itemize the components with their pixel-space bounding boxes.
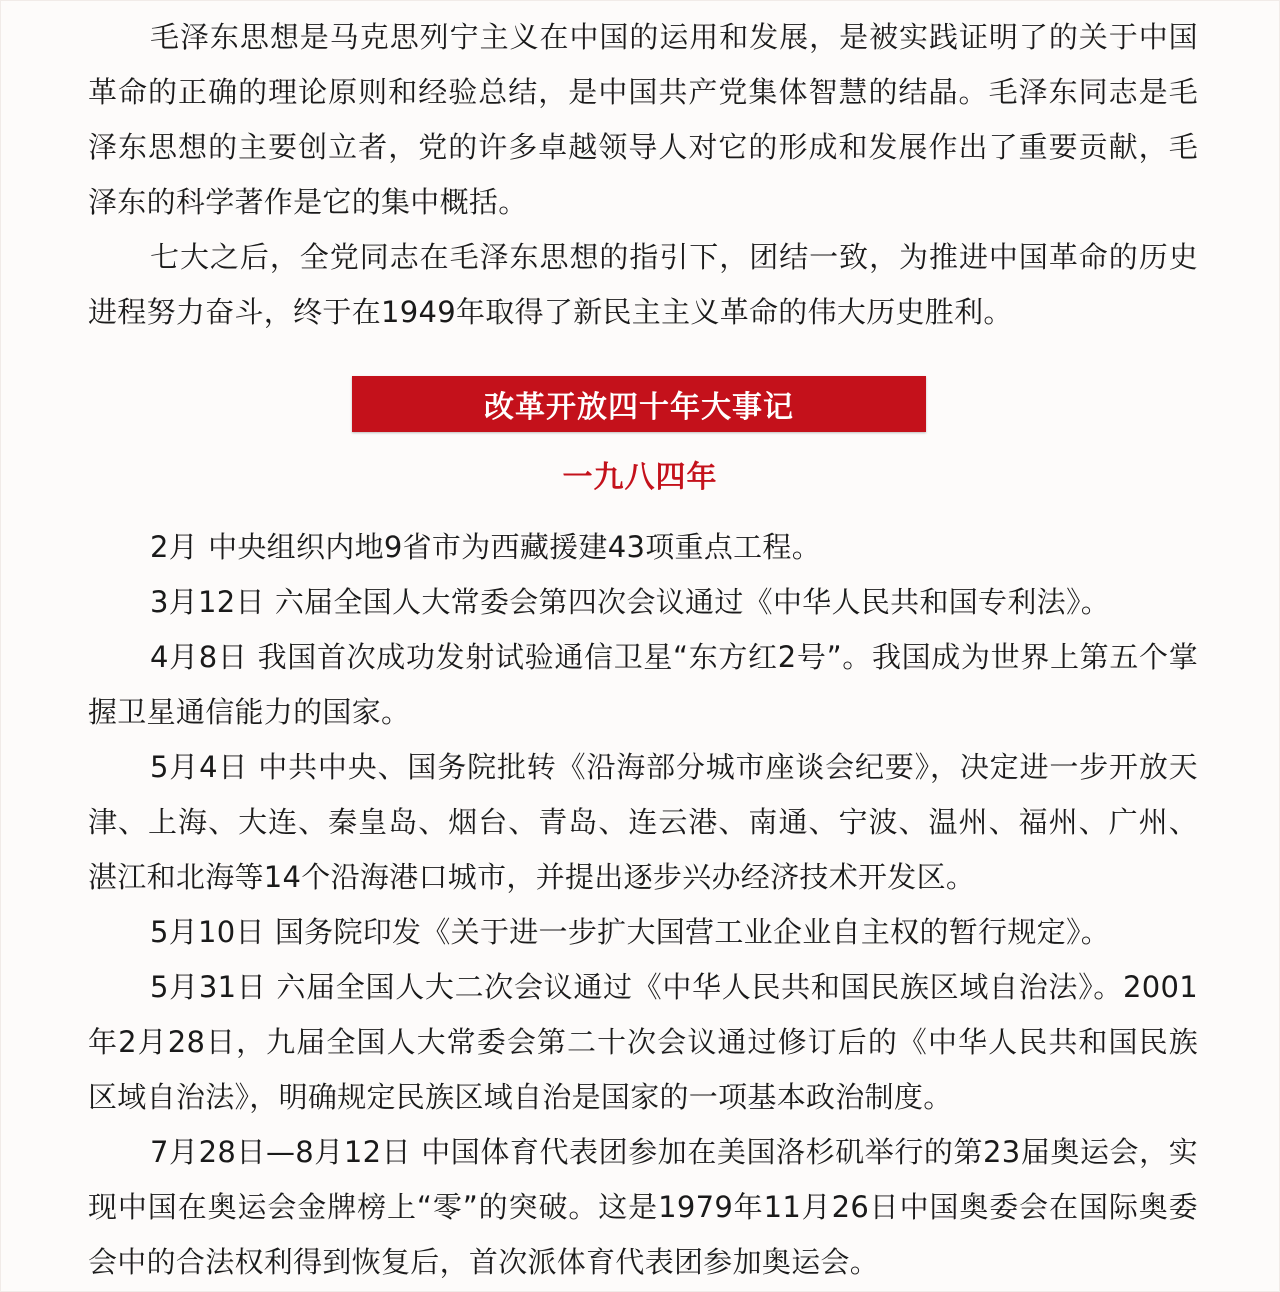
event-item <box>88 740 1198 905</box>
event-text: 中央组织内地9省市为西藏援建43项重点工程。 <box>208 530 822 564</box>
event-text: 我国首次成功发射试验通信卫星“东方红2号”。我国成为世界上第五个掌握卫星通信能力的国家。 <box>88 640 1198 729</box>
event-date: 4月8日 <box>150 640 248 674</box>
event-item <box>88 905 1198 960</box>
intro-paragraph-1: 毛泽东思想是马克思列宁主义在中国的运用和发展，是被实践证明了的关于中国革命的正确的理论原则和经验总结，是中国共产党集体智慧的结晶。毛泽东同志是毛泽东思想的主要创立者，党的许多卓越领导人对它的形成和发展作出了重要贡献，毛泽东的科学著作是它的集中概括。 <box>88 20 1198 219</box>
banner-title: 改革开放四十年大事记 <box>484 390 794 425</box>
event-text: 中国体育代表团参加在美国洛杉矶举行的第23届奥运会，实现中国在奥运会金牌榜上“零”的突破。这是1979年11月26日中国奥委会在国际奥委会中的合法权利得到恢复后，首次派体育代表团参加奥运会。 <box>88 1135 1198 1279</box>
event-date: 3月12日 <box>150 585 265 619</box>
event-text: 中共中央、国务院批转《沿海部分城市座谈会纪要》，决定进一步开放天津、上海、大连、秦皇岛、烟台、青岛、连云港、南通、宁波、温州、福州、广州、湛江和北海等14个沿海港口城市，并提出逐步兴办经济技术开发区。 <box>88 750 1198 894</box>
event-item <box>88 630 1198 740</box>
event-item <box>88 575 1198 630</box>
events-list <box>88 520 1198 1290</box>
event-item <box>88 960 1198 1125</box>
event-text: 国务院印发《关于进一步扩大国营工业企业自主权的暂行规定》。 <box>274 915 1111 949</box>
event-text: 六届全国人大二次会议通过《中华人民共和国民族区域自治法》。2001年2月28日，九届全国人大常委会第二十次会议通过修订后的《中华人民共和国民族区域自治法》，明确规定民族区域自治是国家的一项基本政治制度。 <box>88 970 1198 1114</box>
intro-section <box>88 10 1198 340</box>
event-text: 六届全国人大常委会第四次会议通过《中华人民共和国专利法》。 <box>274 585 1111 619</box>
event-date: 5月10日 <box>150 915 265 949</box>
intro-paragraph-2: 七大之后，全党同志在毛泽东思想的指引下，团结一致，为推进中国革命的历史进程努力奋斗，终于在1949年取得了新民主主义革命的伟大历史胜利。 <box>88 240 1198 329</box>
event-date: 5月4日 <box>150 750 249 784</box>
event-item <box>88 1125 1198 1290</box>
section-banner <box>352 376 926 432</box>
event-item <box>88 520 1198 575</box>
event-date: 7月28日—8月12日 <box>150 1135 412 1169</box>
year-heading: 一九八四年 <box>562 460 718 495</box>
event-date: 2月 <box>150 530 199 564</box>
event-date: 5月31日 <box>150 970 267 1004</box>
